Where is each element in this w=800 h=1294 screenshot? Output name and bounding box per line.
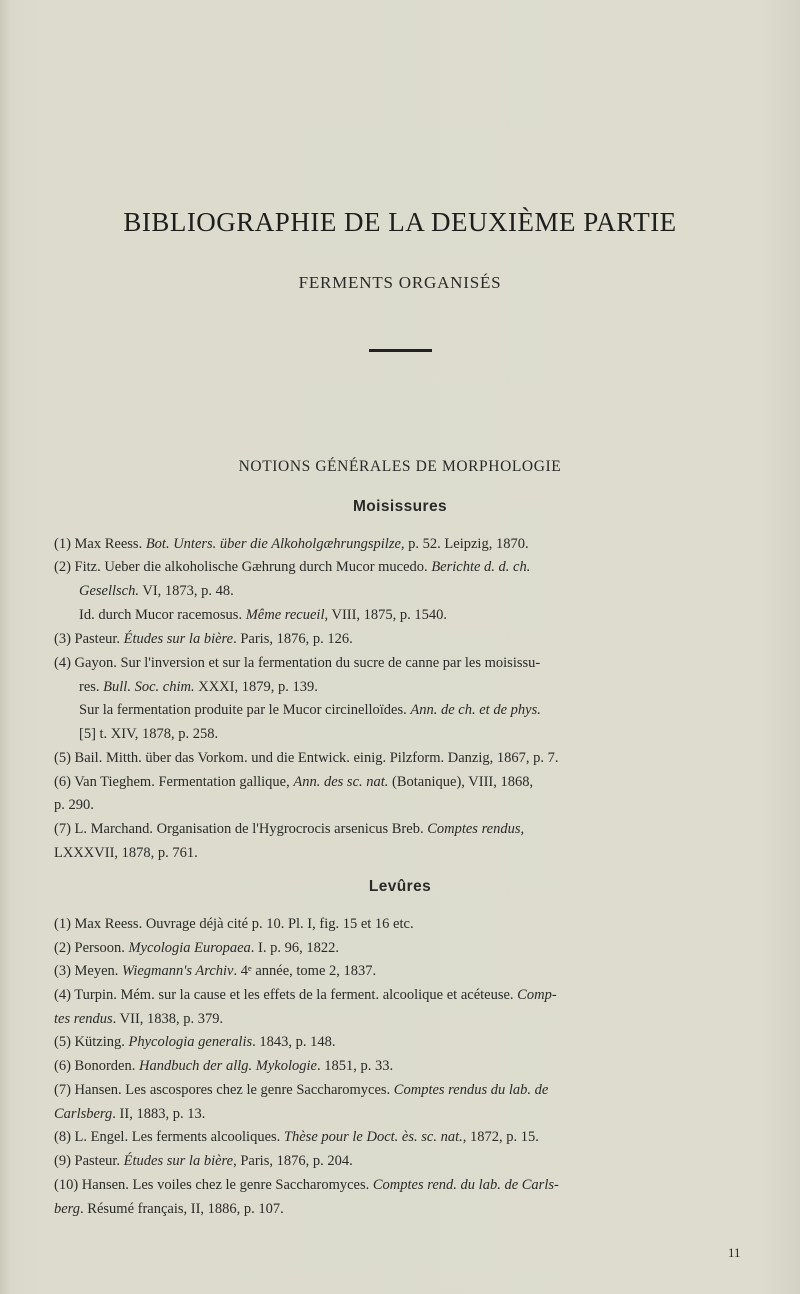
reference-text: [5] t. XIV, 1878, p. 258. <box>79 726 219 742</box>
reference-text: , 1872, p. 15. <box>462 1129 539 1145</box>
italic-title: Handbuch der allg. Mykologie <box>138 1058 317 1074</box>
reference-line <box>54 845 198 862</box>
reference-text: p. 290. <box>54 797 94 813</box>
reference-text: (5) Kützing. <box>54 1034 129 1050</box>
reference-text: Id. durch Mucor racemosus. <box>79 607 246 623</box>
reference-text: (8) L. Engel. Les ferments alcooliques. <box>54 1129 284 1145</box>
reference-text: (2) Fitz. Ueber die alkoholische Gæhrung durch Mucor mucedo. <box>54 559 432 575</box>
reference-text: (4) Gayon. Sur l'inversion et sur la fermentation du sucre de canne par les moisissu- <box>54 655 541 671</box>
reference-line <box>54 987 557 1004</box>
reference-text: (5) Bail. Mitth. über das Vorkom. und die Entwick. einig. Pilzform. Danzig, 1867, p. 7. <box>54 750 559 766</box>
reference-line <box>54 1153 353 1170</box>
italic-title: Phycologia generalis <box>128 1034 253 1050</box>
reference-text: (3) Meyen. <box>54 963 123 979</box>
reference-line <box>79 726 218 743</box>
italic-title: Études sur la bière <box>123 631 234 647</box>
italic-title: Ann. de ch. et de phys. <box>410 702 541 718</box>
reference-line <box>79 607 447 624</box>
italic-title: Comptes rendus du lab. de <box>393 1082 549 1098</box>
reference-text: . VII, 1838, p. 379. <box>112 1011 224 1027</box>
reference-text: , p. 52. Leipzig, 1870. <box>400 536 529 552</box>
italic-title: Bull. Soc. chim. <box>103 679 195 695</box>
reference-text: (3) Pasteur. <box>54 631 124 647</box>
reference-line <box>54 1034 336 1051</box>
italic-title: tes rendus <box>54 1011 113 1027</box>
section-title: NOTIONS GÉNÉRALES DE MORPHOLOGIE <box>238 458 562 475</box>
reference-line <box>54 963 376 980</box>
reference-text: (7) Hansen. Les ascospores chez le genre Saccharomyces. <box>54 1082 394 1098</box>
main-title: BIBLIOGRAPHIE DE LA DEUXIÈME PARTIE <box>123 207 677 237</box>
italic-title: berg <box>54 1201 81 1217</box>
reference-text: (7) L. Marchand. Organisation de l'Hygrocrocis arsenicus Breb. <box>54 821 428 837</box>
reference-line <box>54 631 353 648</box>
reference-text: . Paris, 1876, p. 126. <box>233 631 353 647</box>
reference-line <box>54 1058 393 1075</box>
reference-text: (1) Max Reess. Ouvrage déjà cité p. 10. Pl. I, fig. 15 et 16 etc. <box>54 916 414 932</box>
reference-line <box>54 1082 548 1099</box>
reference-line <box>79 702 541 719</box>
reference-text: (9) Pasteur. <box>54 1153 124 1169</box>
reference-text: . Résumé français, II, 1886, p. 107. <box>80 1201 284 1217</box>
reference-line <box>54 821 524 838</box>
reference-text: LXXXVII, 1878, p. 761. <box>54 845 198 861</box>
reference-text: (6) Van Tieghem. Fermentation gallique, <box>54 774 294 790</box>
italic-title: Comptes rendus, <box>427 821 525 837</box>
reference-text: (6) Bonorden. <box>54 1058 139 1074</box>
divider-rule <box>369 349 432 352</box>
italic-title: Bot. Unters. über die Alkoholgæhrungspilze <box>145 536 401 552</box>
reference-line <box>79 679 318 696</box>
heading-levures: Levûres <box>368 878 432 895</box>
reference-line <box>54 1129 539 1146</box>
heading-moisissures: Moisissures <box>353 498 447 515</box>
reference-text: . 1843, p. 148. <box>252 1034 336 1050</box>
reference-text: , VIII, 1875, p. 1540. <box>324 607 448 623</box>
reference-line <box>54 536 529 553</box>
reference-line <box>54 1011 223 1028</box>
page-number: 11 <box>728 1245 741 1260</box>
reference-text: (Botanique), VIII, 1868, <box>388 774 534 790</box>
reference-line <box>54 774 533 791</box>
reference-text: res. <box>79 679 104 695</box>
reference-text: (4) Turpin. Mém. sur la cause et les effets de la ferment. alcoolique et acéteuse. <box>54 987 518 1003</box>
reference-text: . I. p. 96, 1822. <box>250 940 340 956</box>
italic-title: Comp- <box>517 987 557 1003</box>
reference-text: (1) Max Reess. <box>54 536 146 552</box>
subtitle: FERMENTS ORGANISÉS <box>298 273 502 292</box>
reference-line <box>54 1201 284 1218</box>
reference-line <box>54 750 558 767</box>
italic-title: Même recueil <box>245 607 325 623</box>
reference-line <box>79 583 234 600</box>
reference-text: XXXI, 1879, p. 139. <box>194 679 318 695</box>
reference-text: VI, 1873, p. 48. <box>139 583 234 599</box>
reference-line <box>54 1106 205 1123</box>
italic-title: Wiegmann's Archiv <box>122 963 234 979</box>
reference-line <box>54 1177 559 1194</box>
italic-title: Études sur la bière <box>123 1153 234 1169</box>
reference-text: (10) Hansen. Les voiles chez le genre Saccharomyces. <box>54 1177 373 1193</box>
reference-text: Sur la fermentation produite par le Mucor circinelloïdes. <box>79 702 411 718</box>
reference-line <box>54 916 414 933</box>
reference-line <box>54 655 540 672</box>
reference-text: , Paris, 1876, p. 204. <box>233 1153 353 1169</box>
reference-text: (2) Persoon. <box>54 940 129 956</box>
italic-title: Ann. des sc. nat. <box>293 774 389 790</box>
italic-title: Gesellsch. <box>79 583 139 599</box>
italic-title: Mycologia Europaea <box>128 940 251 956</box>
italic-title: Thèse pour le Doct. ès. sc. nat. <box>283 1129 463 1145</box>
italic-title: Comptes rend. du lab. de Carls- <box>372 1177 559 1193</box>
reference-line <box>54 559 530 576</box>
reference-line <box>54 797 94 814</box>
italic-title: Carlsberg <box>54 1106 113 1122</box>
reference-text: . II, 1883, p. 13. <box>112 1106 206 1122</box>
reference-text: . 1851, p. 33. <box>316 1058 394 1074</box>
reference-text: . 4ᵉ année, tome 2, 1837. <box>233 963 377 979</box>
reference-line <box>54 940 339 957</box>
italic-title: Berichte d. d. ch. <box>431 559 531 575</box>
